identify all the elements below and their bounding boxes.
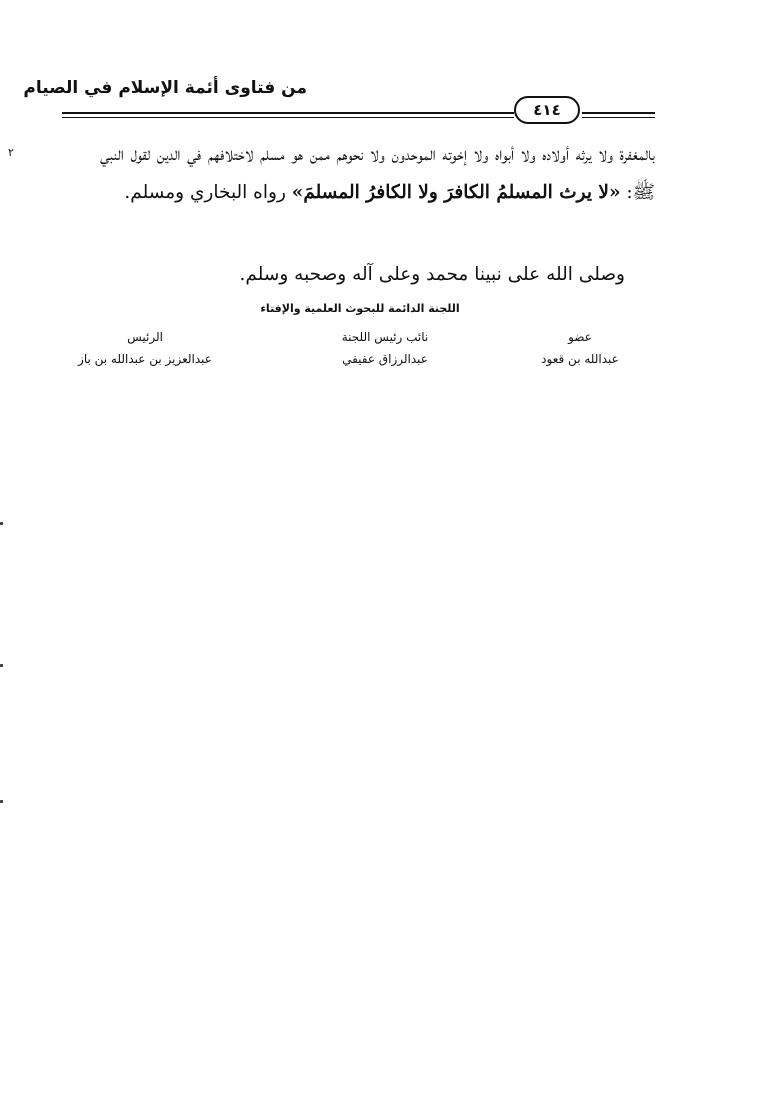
scan-speck xyxy=(0,522,3,525)
hadith-quote: «لا يرث المسلمُ الكافرَ ولا الكافرُ المسلمَ» xyxy=(291,182,621,203)
committee-title: اللجنة الدائمة للبحوث العلمية والإفتاء xyxy=(260,302,460,315)
paragraph-fatwa-text xyxy=(100,136,655,212)
hadith-citation: رواه البخاري ومسلم. xyxy=(124,182,292,203)
signatory-role-chair: الرئيس xyxy=(127,330,163,344)
page-number-badge: ٤١٤ xyxy=(514,96,580,124)
header-rule-thin-left xyxy=(62,117,514,118)
header-rule-thick-left xyxy=(62,112,514,114)
signatory-name-chair: عبدالعزيز بن عبدالله بن باز xyxy=(78,352,212,366)
header-rule-thin-right xyxy=(582,117,655,118)
signatory-name-vice-chair: عبدالرزاق عفيفي xyxy=(342,352,428,366)
scan-speck xyxy=(0,664,3,667)
header-rule-thick-right xyxy=(582,112,655,114)
closing-prayer: وصلى الله على نبينا محمد وعلى آله وصحبه وسلم. xyxy=(239,264,625,285)
signatory-name-member: عبدالله بن قعود xyxy=(541,352,619,366)
margin-footnote-mark: ٢ xyxy=(8,146,14,159)
running-header-title: من فتاوى أئمة الإسلام في الصيام xyxy=(23,78,307,98)
signatory-role-member: عضو xyxy=(568,330,592,344)
paragraph-plain-text: بالمغفرة ولا يرثه أولاده ولا أبواه ولا إخوته الموحدون ولا نحوهم ممن هو مسلم لاختلافهم في الدين لقول النبي ﷺ: xyxy=(100,144,655,203)
signatory-role-vice-chair: نائب رئيس اللجنة xyxy=(341,330,429,344)
scan-speck xyxy=(0,800,3,803)
